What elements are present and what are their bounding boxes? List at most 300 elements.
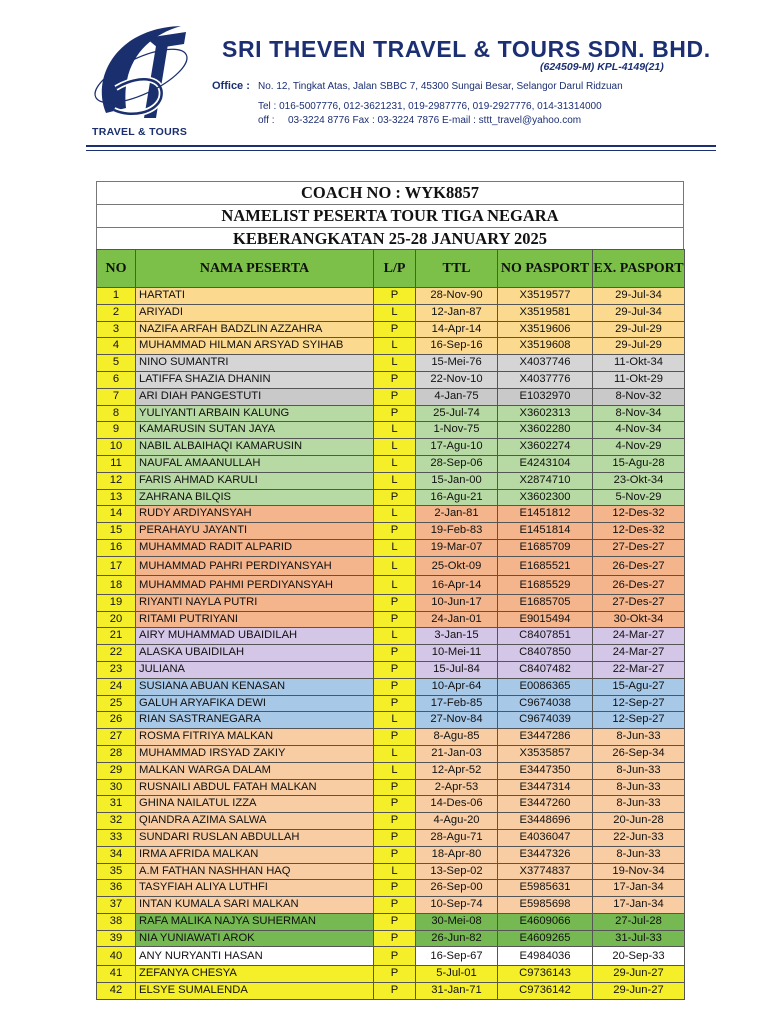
cell-passport-no: E3447350 (498, 762, 593, 779)
cell-name: PERAHAYU JAYANTI (136, 523, 374, 540)
cell-name: HARTATI (136, 288, 374, 305)
cell-name: NINO SUMANTRI (136, 355, 374, 372)
cell-name: MUHAMMAD HILMAN ARSYAD SYIHAB (136, 338, 374, 355)
cell-name: ZEFANYA CHESYA (136, 966, 374, 983)
cell-gender: P (374, 489, 416, 506)
cell-gender: P (374, 947, 416, 966)
cell-birthdate: 22-Nov-10 (416, 371, 498, 388)
cell-gender: P (374, 695, 416, 712)
cell-passport-exp: 27-Jul-28 (593, 913, 685, 930)
cell-passport-no: E4609265 (498, 930, 593, 947)
table-row (97, 661, 685, 678)
cell-gender: L (374, 863, 416, 880)
table-row (97, 422, 685, 439)
table-row (97, 371, 685, 388)
cell-gender: P (374, 913, 416, 930)
cell-passport-exp: 12-Des-32 (593, 523, 685, 540)
cell-birthdate: 15-Jul-84 (416, 661, 498, 678)
cell-no: 39 (97, 930, 136, 947)
cell-no: 32 (97, 813, 136, 830)
cell-name: NAUFAL AMAANULLAH (136, 455, 374, 472)
table-row (97, 983, 685, 1000)
cell-birthdate: 10-Jun-17 (416, 594, 498, 611)
cell-passport-exp: 29-Jul-29 (593, 338, 685, 355)
cell-name: ARIYADI (136, 304, 374, 321)
cell-passport-no: X3602280 (498, 422, 593, 439)
cell-name: FARIS AHMAD KARULI (136, 472, 374, 489)
cell-passport-no: E1685529 (498, 575, 593, 594)
cell-gender: P (374, 897, 416, 914)
cell-no: 9 (97, 422, 136, 439)
cell-passport-exp: 29-Jul-34 (593, 304, 685, 321)
cell-birthdate: 16-Agu-21 (416, 489, 498, 506)
cell-passport-no: E0086365 (498, 678, 593, 695)
cell-name: ANY NURYANTI HASAN (136, 947, 374, 966)
cell-passport-no: E9015494 (498, 611, 593, 628)
cell-gender: P (374, 966, 416, 983)
cell-passport-exp: 26-Des-27 (593, 575, 685, 594)
table-row (97, 628, 685, 645)
cell-passport-exp: 15-Agu-27 (593, 678, 685, 695)
cell-no: 4 (97, 338, 136, 355)
cell-passport-no: E1451812 (498, 506, 593, 523)
table-row (97, 829, 685, 846)
cell-name: RUDY ARDIYANSYAH (136, 506, 374, 523)
cell-birthdate: 5-Jul-01 (416, 966, 498, 983)
table-row (97, 678, 685, 695)
cell-no: 15 (97, 523, 136, 540)
cell-passport-no: X3519608 (498, 338, 593, 355)
cell-name: RIYANTI NAYLA PUTRI (136, 594, 374, 611)
cell-no: 25 (97, 695, 136, 712)
cell-birthdate: 10-Sep-74 (416, 897, 498, 914)
cell-no: 17 (97, 556, 136, 575)
cell-gender: L (374, 539, 416, 556)
cell-birthdate: 8-Agu-85 (416, 729, 498, 746)
cell-name: TASYFIAH ALIYA LUTHFI (136, 880, 374, 897)
cell-passport-no: E1685521 (498, 556, 593, 575)
header-no: NO (97, 250, 136, 288)
table-row (97, 796, 685, 813)
cell-birthdate: 1-Nov-75 (416, 422, 498, 439)
cell-passport-no: E1032970 (498, 388, 593, 405)
cell-birthdate: 26-Sep-00 (416, 880, 498, 897)
cell-passport-exp: 12-Sep-27 (593, 695, 685, 712)
cell-no: 37 (97, 897, 136, 914)
cell-no: 13 (97, 489, 136, 506)
cell-passport-no: E5985631 (498, 880, 593, 897)
cell-birthdate: 2-Apr-53 (416, 779, 498, 796)
cell-gender: P (374, 678, 416, 695)
cell-name: MUHAMMAD IRSYAD ZAKIY (136, 745, 374, 762)
cell-passport-no: C9736143 (498, 966, 593, 983)
cell-name: MUHAMMAD PAHRI PERDIYANSYAH (136, 556, 374, 575)
cell-birthdate: 26-Jun-82 (416, 930, 498, 947)
cell-passport-exp: 4-Nov-34 (593, 422, 685, 439)
cell-passport-exp: 26-Sep-34 (593, 745, 685, 762)
table-body (97, 288, 685, 1000)
table-row (97, 729, 685, 746)
office-label: Office : (212, 80, 250, 92)
cell-gender: P (374, 813, 416, 830)
cell-passport-exp: 29-Jul-34 (593, 288, 685, 305)
cell-birthdate: 19-Feb-83 (416, 523, 498, 540)
cell-passport-no: C8407482 (498, 661, 593, 678)
cell-no: 8 (97, 405, 136, 422)
cell-birthdate: 27-Nov-84 (416, 712, 498, 729)
table-row (97, 645, 685, 662)
cell-birthdate: 16-Apr-14 (416, 575, 498, 594)
cell-passport-exp: 22-Jun-33 (593, 829, 685, 846)
table-row (97, 594, 685, 611)
cell-gender: L (374, 338, 416, 355)
cell-gender: P (374, 846, 416, 863)
cell-birthdate: 4-Agu-20 (416, 813, 498, 830)
cell-passport-exp: 15-Agu-28 (593, 455, 685, 472)
cell-passport-no: X3774837 (498, 863, 593, 880)
cell-gender: P (374, 661, 416, 678)
cell-passport-exp: 4-Nov-29 (593, 439, 685, 456)
table-row (97, 556, 685, 575)
cell-passport-exp: 31-Jul-33 (593, 930, 685, 947)
cell-no: 23 (97, 661, 136, 678)
table-row (97, 523, 685, 540)
cell-gender: P (374, 829, 416, 846)
cell-name: ARI DIAH PANGESTUTI (136, 388, 374, 405)
cell-name: RUSNAILI ABDUL FATAH MALKAN (136, 779, 374, 796)
cell-name: YULIYANTI ARBAIN KALUNG (136, 405, 374, 422)
header-divider-thin (86, 150, 716, 151)
cell-passport-exp: 8-Jun-33 (593, 846, 685, 863)
departure-title: KEBERANGKATAN 25-28 JANUARY 2025 (96, 227, 684, 249)
cell-gender: P (374, 321, 416, 338)
table-row (97, 762, 685, 779)
cell-passport-no: X3519581 (498, 304, 593, 321)
cell-birthdate: 25-Jul-74 (416, 405, 498, 422)
cell-no: 40 (97, 947, 136, 966)
cell-gender: L (374, 422, 416, 439)
cell-no: 29 (97, 762, 136, 779)
cell-no: 33 (97, 829, 136, 846)
cell-passport-no: E1685705 (498, 594, 593, 611)
cell-gender: P (374, 729, 416, 746)
cell-passport-no: C8407851 (498, 628, 593, 645)
cell-passport-no: E4609066 (498, 913, 593, 930)
cell-gender: P (374, 880, 416, 897)
cell-no: 35 (97, 863, 136, 880)
table-row (97, 779, 685, 796)
cell-no: 12 (97, 472, 136, 489)
cell-no: 30 (97, 779, 136, 796)
cell-no: 20 (97, 611, 136, 628)
table-row (97, 947, 685, 966)
cell-birthdate: 12-Apr-52 (416, 762, 498, 779)
cell-passport-no: X4037746 (498, 355, 593, 372)
cell-passport-no: X3602274 (498, 439, 593, 456)
cell-birthdate: 15-Jan-00 (416, 472, 498, 489)
cell-birthdate: 31-Jan-71 (416, 983, 498, 1000)
cell-passport-no: E1685709 (498, 539, 593, 556)
cell-name: JULIANA (136, 661, 374, 678)
cell-no: 1 (97, 288, 136, 305)
participant-sheet (96, 181, 684, 1000)
cell-no: 2 (97, 304, 136, 321)
cell-name: RAFA MALIKA NAJYA SUHERMAN (136, 913, 374, 930)
header-divider (86, 145, 716, 147)
cell-name: SUNDARI RUSLAN ABDULLAH (136, 829, 374, 846)
cell-birthdate: 28-Agu-71 (416, 829, 498, 846)
cell-passport-exp: 20-Sep-33 (593, 947, 685, 966)
cell-name: ZAHRANA BILQIS (136, 489, 374, 506)
off-label: off : (258, 115, 275, 126)
table-header-row (97, 250, 685, 288)
cell-birthdate: 10-Mei-11 (416, 645, 498, 662)
table-row (97, 846, 685, 863)
cell-passport-no: X3602313 (498, 405, 593, 422)
table-row (97, 388, 685, 405)
cell-passport-no: C9736142 (498, 983, 593, 1000)
cell-no: 28 (97, 745, 136, 762)
cell-gender: P (374, 611, 416, 628)
table-row (97, 930, 685, 947)
table-row (97, 611, 685, 628)
company-name: SRI THEVEN TRAVEL & TOURS SDN. BHD. (222, 36, 711, 62)
cell-passport-exp: 20-Jun-28 (593, 813, 685, 830)
table-row (97, 355, 685, 372)
table-row (97, 455, 685, 472)
cell-passport-exp: 11-Okt-34 (593, 355, 685, 372)
cell-passport-no: E3447314 (498, 779, 593, 796)
header-ttl: TTL (416, 250, 498, 288)
cell-gender: P (374, 288, 416, 305)
cell-name: NIA YUNIAWATI AROK (136, 930, 374, 947)
cell-name: GHINA NAILATUL IZZA (136, 796, 374, 813)
cell-passport-no: E4036047 (498, 829, 593, 846)
cell-birthdate: 15-Mei-76 (416, 355, 498, 372)
cell-passport-exp: 11-Okt-29 (593, 371, 685, 388)
cell-passport-exp: 8-Jun-33 (593, 762, 685, 779)
cell-passport-no: C8407850 (498, 645, 593, 662)
table-row (97, 813, 685, 830)
table-row (97, 695, 685, 712)
cell-passport-exp: 29-Jul-29 (593, 321, 685, 338)
cell-no: 31 (97, 796, 136, 813)
office-address: No. 12, Tingkat Atas, Jalan SBBC 7, 45300 Sungai Besar, Selangor Darul Ridzuan (258, 81, 623, 92)
cell-passport-no: E5985698 (498, 897, 593, 914)
table-row (97, 745, 685, 762)
cell-birthdate: 19-Mar-07 (416, 539, 498, 556)
cell-name: MUHAMMAD PAHMI PERDIYANSYAH (136, 575, 374, 594)
cell-gender: P (374, 796, 416, 813)
table-row (97, 863, 685, 880)
header-passport-exp: EX. PASPORT (593, 250, 685, 288)
phone-line: Tel : 016-5007776, 012-3621231, 019-2987776, 019-2927776, 014-31314000 (258, 101, 602, 112)
cell-birthdate: 24-Jan-01 (416, 611, 498, 628)
table-row (97, 321, 685, 338)
cell-passport-exp: 29-Jun-27 (593, 966, 685, 983)
table-row (97, 913, 685, 930)
cell-passport-no: E3447326 (498, 846, 593, 863)
cell-name: AIRY MUHAMMAD UBAIDILAH (136, 628, 374, 645)
cell-name: NAZIFA ARFAH BADZLIN AZZAHRA (136, 321, 374, 338)
cell-birthdate: 13-Sep-02 (416, 863, 498, 880)
cell-passport-no: E4243104 (498, 455, 593, 472)
cell-gender: P (374, 388, 416, 405)
table-row (97, 880, 685, 897)
cell-no: 3 (97, 321, 136, 338)
cell-name: GALUH ARYAFIKA DEWI (136, 695, 374, 712)
cell-passport-exp: 8-Nov-34 (593, 405, 685, 422)
cell-passport-exp: 23-Okt-34 (593, 472, 685, 489)
cell-birthdate: 2-Jan-81 (416, 506, 498, 523)
cell-passport-no: E3447286 (498, 729, 593, 746)
cell-passport-exp: 8-Jun-33 (593, 779, 685, 796)
table-row (97, 338, 685, 355)
cell-name: NABIL ALBAIHAQI KAMARUSIN (136, 439, 374, 456)
cell-passport-no: X4037776 (498, 371, 593, 388)
cell-birthdate: 14-Des-06 (416, 796, 498, 813)
cell-gender: L (374, 575, 416, 594)
namelist-title: NAMELIST PESERTA TOUR TIGA NEGARA (96, 204, 684, 227)
contact-line: 03-3224 8776 Fax : 03-3224 7876 E-mail : sttt_travel@yahoo.com (288, 115, 582, 126)
header-passport-no: NO PASPORT (498, 250, 593, 288)
cell-no: 10 (97, 439, 136, 456)
table-row (97, 304, 685, 321)
cell-passport-no: X2874710 (498, 472, 593, 489)
company-reg-no: (624509-M) KPL-4149(21) (540, 61, 664, 73)
cell-gender: L (374, 556, 416, 575)
cell-passport-exp: 5-Nov-29 (593, 489, 685, 506)
cell-no: 27 (97, 729, 136, 746)
cell-name: MUHAMMAD RADIT ALPARID (136, 539, 374, 556)
cell-passport-exp: 30-Okt-34 (593, 611, 685, 628)
cell-no: 36 (97, 880, 136, 897)
cell-name: ROSMA FITRIYA MALKAN (136, 729, 374, 746)
cell-passport-no: E4984036 (498, 947, 593, 966)
cell-no: 16 (97, 539, 136, 556)
cell-no: 34 (97, 846, 136, 863)
cell-passport-no: C9674038 (498, 695, 593, 712)
cell-no: 7 (97, 388, 136, 405)
cell-passport-exp: 19-Nov-34 (593, 863, 685, 880)
cell-birthdate: 12-Jan-87 (416, 304, 498, 321)
cell-birthdate: 17-Feb-85 (416, 695, 498, 712)
cell-name: RIAN SASTRANEGARA (136, 712, 374, 729)
cell-gender: L (374, 455, 416, 472)
cell-passport-no: E1451814 (498, 523, 593, 540)
cell-birthdate: 21-Jan-03 (416, 745, 498, 762)
table-row (97, 506, 685, 523)
cell-gender: P (374, 930, 416, 947)
cell-gender: L (374, 628, 416, 645)
cell-name: SUSIANA ABUAN KENASAN (136, 678, 374, 695)
cell-passport-no: C9674039 (498, 712, 593, 729)
cell-name: INTAN KUMALA SARI MALKAN (136, 897, 374, 914)
cell-no: 26 (97, 712, 136, 729)
cell-passport-exp: 8-Nov-32 (593, 388, 685, 405)
cell-birthdate: 30-Mei-08 (416, 913, 498, 930)
cell-gender: P (374, 594, 416, 611)
cell-passport-exp: 8-Jun-33 (593, 729, 685, 746)
cell-passport-exp: 24-Mar-27 (593, 628, 685, 645)
cell-gender: P (374, 779, 416, 796)
cell-gender: L (374, 506, 416, 523)
table-row (97, 405, 685, 422)
cell-gender: P (374, 523, 416, 540)
cell-no: 6 (97, 371, 136, 388)
cell-birthdate: 3-Jan-15 (416, 628, 498, 645)
cell-passport-exp: 17-Jan-34 (593, 880, 685, 897)
cell-passport-exp: 12-Sep-27 (593, 712, 685, 729)
cell-passport-no: X3602300 (498, 489, 593, 506)
cell-passport-exp: 22-Mar-27 (593, 661, 685, 678)
cell-no: 42 (97, 983, 136, 1000)
cell-gender: L (374, 304, 416, 321)
table-row (97, 539, 685, 556)
cell-gender: L (374, 712, 416, 729)
cell-birthdate: 14-Apr-14 (416, 321, 498, 338)
cell-gender: P (374, 405, 416, 422)
cell-no: 5 (97, 355, 136, 372)
cell-name: KAMARUSIN SUTAN JAYA (136, 422, 374, 439)
coach-title: COACH NO : WYK8857 (96, 181, 684, 204)
cell-passport-exp: 17-Jan-34 (593, 897, 685, 914)
cell-name: RITAMI PUTRIYANI (136, 611, 374, 628)
table-row (97, 712, 685, 729)
cell-name: QIANDRA AZIMA SALWA (136, 813, 374, 830)
table-row (97, 575, 685, 594)
cell-no: 18 (97, 575, 136, 594)
cell-birthdate: 28-Sep-06 (416, 455, 498, 472)
cell-birthdate: 4-Jan-75 (416, 388, 498, 405)
company-logo-icon (86, 18, 196, 138)
cell-no: 19 (97, 594, 136, 611)
cell-birthdate: 10-Apr-64 (416, 678, 498, 695)
cell-passport-exp: 8-Jun-33 (593, 796, 685, 813)
cell-name: A.M FATHAN NASHHAN HAQ (136, 863, 374, 880)
cell-passport-exp: 27-Des-27 (593, 594, 685, 611)
cell-passport-no: X3519577 (498, 288, 593, 305)
cell-passport-no: E3447260 (498, 796, 593, 813)
header-name: NAMA PESERTA (136, 250, 374, 288)
cell-gender: L (374, 355, 416, 372)
cell-no: 11 (97, 455, 136, 472)
table-row (97, 472, 685, 489)
cell-name: LATIFFA SHAZIA DHANIN (136, 371, 374, 388)
table-row (97, 288, 685, 305)
table-row (97, 966, 685, 983)
cell-birthdate: 17-Agu-10 (416, 439, 498, 456)
cell-no: 21 (97, 628, 136, 645)
cell-passport-exp: 24-Mar-27 (593, 645, 685, 662)
cell-gender: L (374, 439, 416, 456)
cell-no: 22 (97, 645, 136, 662)
table-row (97, 897, 685, 914)
cell-no: 24 (97, 678, 136, 695)
cell-birthdate: 16-Sep-67 (416, 947, 498, 966)
cell-no: 41 (97, 966, 136, 983)
cell-passport-no: X3535857 (498, 745, 593, 762)
cell-passport-exp: 27-Des-27 (593, 539, 685, 556)
table-row (97, 489, 685, 506)
cell-gender: P (374, 371, 416, 388)
cell-passport-exp: 26-Des-27 (593, 556, 685, 575)
cell-no: 38 (97, 913, 136, 930)
cell-name: ELSYE SUMALENDA (136, 983, 374, 1000)
cell-passport-no: E3448696 (498, 813, 593, 830)
cell-gender: P (374, 983, 416, 1000)
logo-caption: TRAVEL & TOURS (92, 126, 188, 138)
